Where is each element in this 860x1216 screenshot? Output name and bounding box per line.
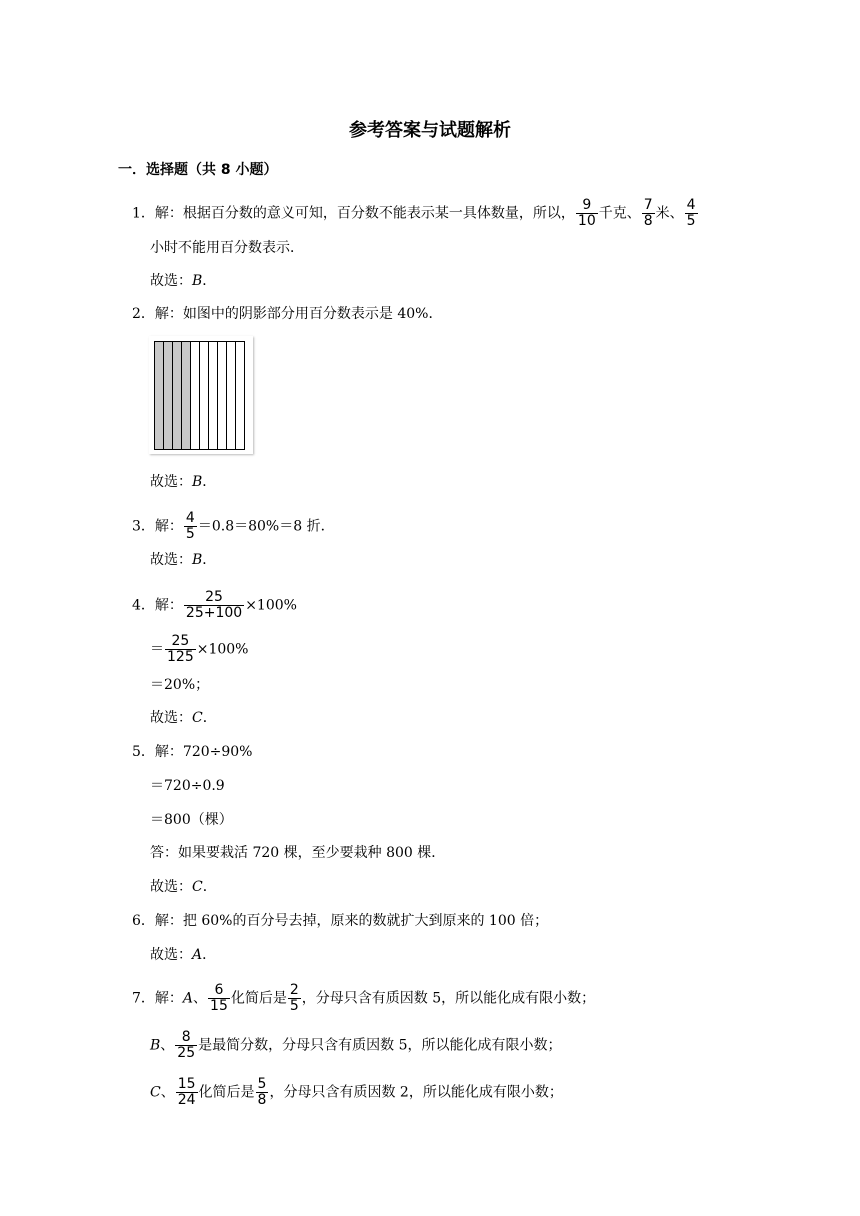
q1-answer-letter: B xyxy=(192,273,203,289)
q7a-fraction-1: $\frac{6}{15}$ xyxy=(210,982,228,1014)
q2-answer-letter: B xyxy=(192,474,203,490)
page-title: 参考答案与试题解析 xyxy=(349,120,511,141)
q7-line-a: 7．解：A、 $\frac{6}{15}$ 化简后是 $\frac{2}{5}$ ，分母只含有质因数 5，所以能化成有限小数； xyxy=(132,982,596,1014)
q7c-fraction-1: $\frac{15}{24}$ xyxy=(177,1076,196,1108)
q4-answer-letter: C xyxy=(192,710,203,726)
shaded-strip xyxy=(164,342,173,449)
q6-line1: 6．解：把 60%的百分号去掉，原来的数就扩大到原来的 100 倍； xyxy=(132,913,549,929)
q7-line-b: B、 $\frac{8}{25}$ 是最简分数，分母只含有质因数 5，所以能化成有限小数； xyxy=(150,1029,562,1061)
q5-line2: ＝720÷0.9 xyxy=(150,778,225,794)
option-letter-c: C xyxy=(150,1084,161,1101)
q3-fraction: $\frac{4}{5}$ xyxy=(185,510,195,542)
q1-unit-1: 千克、 xyxy=(598,205,641,222)
unshaded-strip xyxy=(200,342,209,449)
section-heading: 一．选择题（共 8 小题） xyxy=(118,162,278,178)
q3-line1: 3．解： $\frac{4}{5}$ ＝0.8＝80%＝8 折． xyxy=(132,510,335,542)
q1-answer: 故选：B． xyxy=(150,273,217,289)
q7a-fraction-2: $\frac{2}{5}$ xyxy=(289,982,299,1014)
shaded-strip xyxy=(155,342,164,449)
unshaded-strip xyxy=(218,342,227,449)
shaded-strip xyxy=(182,342,191,449)
shaded-strip xyxy=(173,342,182,449)
q4-fraction-1: $\frac{25}{25+100}$ xyxy=(185,589,243,621)
q1-fraction-1: $\frac{9}{10}$ xyxy=(577,197,596,229)
q1-line1 xyxy=(132,198,699,229)
q4-answer: 故选：C． xyxy=(150,710,217,726)
option-letter-b: B xyxy=(150,1037,161,1054)
option-letter-a: A xyxy=(182,990,194,1007)
q3-answer: 故选：B． xyxy=(150,552,217,568)
q7c-fraction-2: $\frac{5}{8}$ xyxy=(257,1076,267,1108)
shaded-grid-figure xyxy=(149,336,253,454)
unshaded-strip xyxy=(227,342,236,449)
q4-line2: ＝ $\frac{25}{125}$ ×100% xyxy=(150,633,249,665)
q5-answer: 故选：C． xyxy=(150,879,217,895)
q2-answer: 故选：B． xyxy=(150,474,217,490)
q7b-fraction: $\frac{8}{25}$ xyxy=(177,1029,196,1061)
q1-lead: 1．解：根据百分数的意义可知，百分数不能表示某一具体数量，所以， xyxy=(132,205,575,222)
q4-line1: 4．解： $\frac{25}{25+100}$ ×100% xyxy=(132,589,297,621)
q3-answer-letter: B xyxy=(192,552,203,568)
q7-line-c: C、 $\frac{15}{24}$ 化简后是 $\frac{5}{8}$ ，分母只含有质因数 2，所以能化成有限小数； xyxy=(150,1076,563,1108)
q1-fraction-2: $\frac{7}{8}$ xyxy=(643,197,653,229)
q1-line2: 小时不能用百分数表示． xyxy=(150,240,304,256)
q4-fraction-2: $\frac{25}{125}$ xyxy=(167,633,194,665)
q1-fraction-3: $\frac{4}{5}$ xyxy=(686,197,696,229)
unshaded-strip xyxy=(236,342,244,449)
q2-line1: 2．解：如图中的阴影部分用百分数表示是 40%． xyxy=(132,306,443,322)
q5-line3: ＝800（棵） xyxy=(150,812,233,828)
q5-line1: 5．解：720÷90% xyxy=(132,744,253,760)
q6-answer: 故选：A． xyxy=(150,947,217,963)
q6-answer-letter: A xyxy=(192,947,203,963)
q5-line4: 答：如果要栽活 720 棵，至少要栽种 800 棵． xyxy=(150,845,446,861)
q1-unit-2: 米、 xyxy=(655,205,684,222)
unshaded-strip xyxy=(209,342,218,449)
q4-line3: ＝20%； xyxy=(150,677,210,693)
unshaded-strip xyxy=(191,342,200,449)
q5-answer-letter: C xyxy=(192,879,203,895)
